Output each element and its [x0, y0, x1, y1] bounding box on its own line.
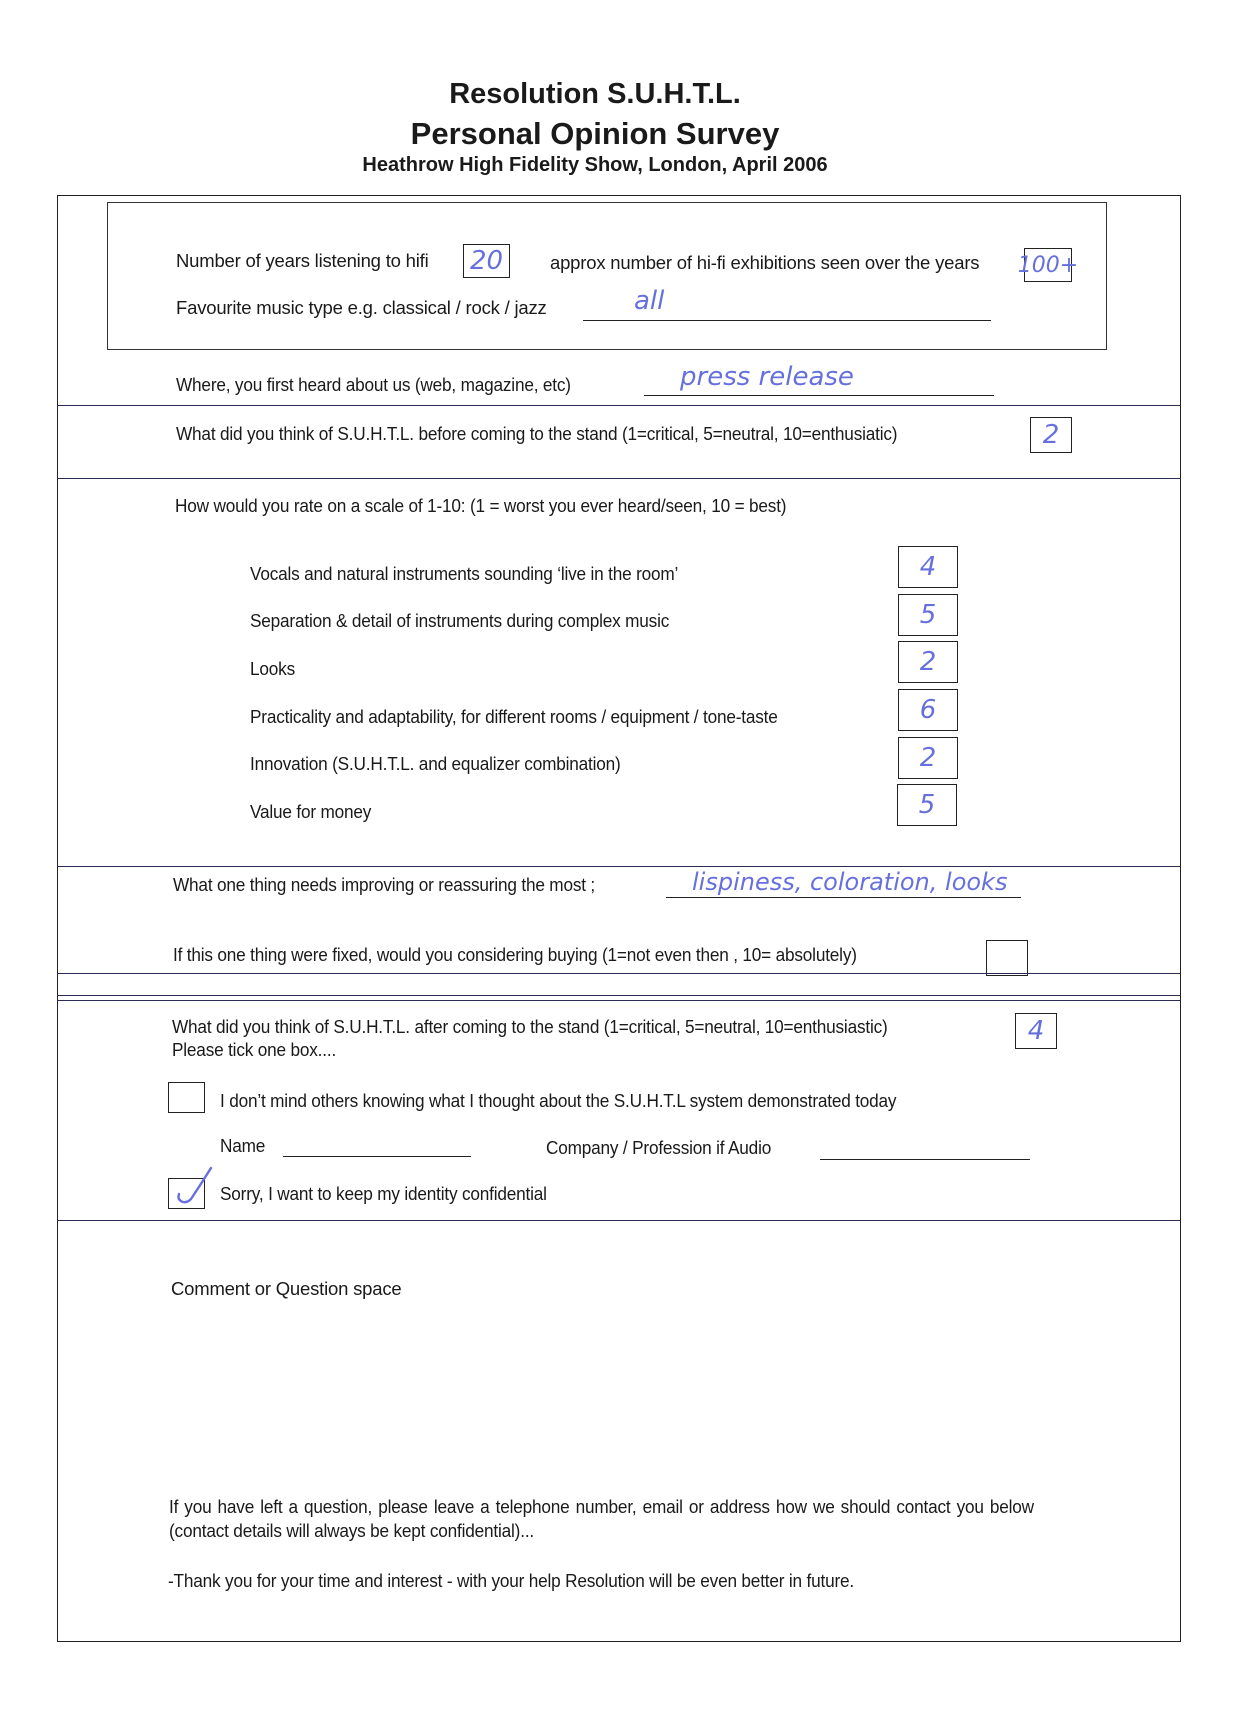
- comment-label: Comment or Question space: [171, 1278, 402, 1299]
- divider: [57, 866, 1181, 867]
- survey-title: Resolution S.U.H.T.L.: [449, 78, 741, 110]
- divider: [57, 405, 1181, 406]
- name-input[interactable]: [283, 1156, 471, 1157]
- music-input[interactable]: all: [634, 286, 665, 316]
- background-section-box: [107, 202, 1107, 350]
- rating-label: Value for money: [250, 801, 372, 822]
- music-underline: [583, 320, 991, 321]
- divider: [57, 995, 1181, 996]
- improve-label: What one thing needs improving or reassuring the most ;: [173, 874, 596, 895]
- rating-label: Practicality and adaptability, for different rooms / equipment / tone-taste: [250, 706, 778, 727]
- improve-input[interactable]: lispiness, coloration, looks: [692, 868, 1008, 896]
- heard-about-input[interactable]: press release: [680, 362, 854, 392]
- rating-label: Innovation (S.U.H.T.L. and equalizer combination): [250, 753, 621, 774]
- rating-label: Vocals and natural instruments sounding ‘live in the room’: [250, 563, 679, 584]
- buying-input[interactable]: [986, 940, 1028, 976]
- buying-label: If this one thing were fixed, would you considering buying (1=not even then , 10= absolutely): [173, 944, 857, 965]
- rating-input[interactable]: 6: [898, 689, 958, 731]
- exhibitions-label: approx number of hi-fi exhibitions seen over the years: [550, 252, 980, 273]
- before-input[interactable]: 2: [1030, 417, 1072, 453]
- private-checkbox[interactable]: [168, 1178, 205, 1209]
- private-option-label: Sorry, I want to keep my identity confidential: [220, 1183, 547, 1204]
- divider: [57, 1000, 1181, 1001]
- heard-about-underline: [644, 395, 994, 396]
- after-label: What did you think of S.U.H.T.L. after coming to the stand (1=critical, 5=neutral, 10=enthusiastic): [172, 1016, 888, 1037]
- divider: [57, 478, 1181, 479]
- event-line: Heathrow High Fidelity Show, London, April 2006: [362, 154, 828, 176]
- rating-label: Looks: [250, 658, 295, 679]
- improve-underline: [666, 897, 1021, 898]
- heard-about-label: Where, you first heard about us (web, magazine, etc): [176, 374, 571, 395]
- after-input[interactable]: 4: [1015, 1013, 1057, 1049]
- rating-input[interactable]: 2: [898, 641, 958, 683]
- before-label: What did you think of S.U.H.T.L. before coming to the stand (1=critical, 5=neutral, 10=enthusiatic): [176, 423, 898, 444]
- rating-input[interactable]: 5: [897, 784, 957, 826]
- years-label: Number of years listening to hifi: [176, 250, 429, 271]
- comment-area[interactable]: [171, 1300, 1031, 1470]
- divider: [57, 1220, 1181, 1221]
- rating-input[interactable]: 5: [898, 594, 958, 636]
- rating-input[interactable]: 2: [898, 737, 958, 779]
- music-label: Favourite music type e.g. classical / rock / jazz: [176, 297, 547, 318]
- checkmark-icon: [173, 1164, 223, 1209]
- company-input[interactable]: [820, 1159, 1030, 1160]
- public-checkbox[interactable]: [168, 1082, 205, 1113]
- rating-label: Separation & detail of instruments during complex music: [250, 610, 670, 631]
- years-input[interactable]: 20: [463, 244, 510, 278]
- ratings-intro: How would you rate on a scale of 1-10: (1 = worst you ever heard/seen, 10 = best): [175, 495, 787, 516]
- name-label: Name: [220, 1135, 266, 1156]
- company-label: Company / Profession if Audio: [546, 1137, 772, 1158]
- contact-note: If you have left a question, please leave a telephone number, email or address how we should contact you below (contact details will always be kept confidential)...: [169, 1496, 1034, 1541]
- exhibitions-input[interactable]: 100+: [1024, 248, 1072, 282]
- tick-prompt: Please tick one box....: [172, 1039, 337, 1060]
- divider: [57, 973, 1181, 974]
- rating-input[interactable]: 4: [898, 546, 958, 588]
- public-option-label: I don’t mind others knowing what I thought about the S.U.H.T.L system demonstrated today: [220, 1090, 897, 1111]
- thank-you-note: -Thank you for your time and interest - with your help Resolution will be even better in future.: [168, 1570, 854, 1591]
- survey-subtitle: Personal Opinion Survey: [410, 116, 780, 151]
